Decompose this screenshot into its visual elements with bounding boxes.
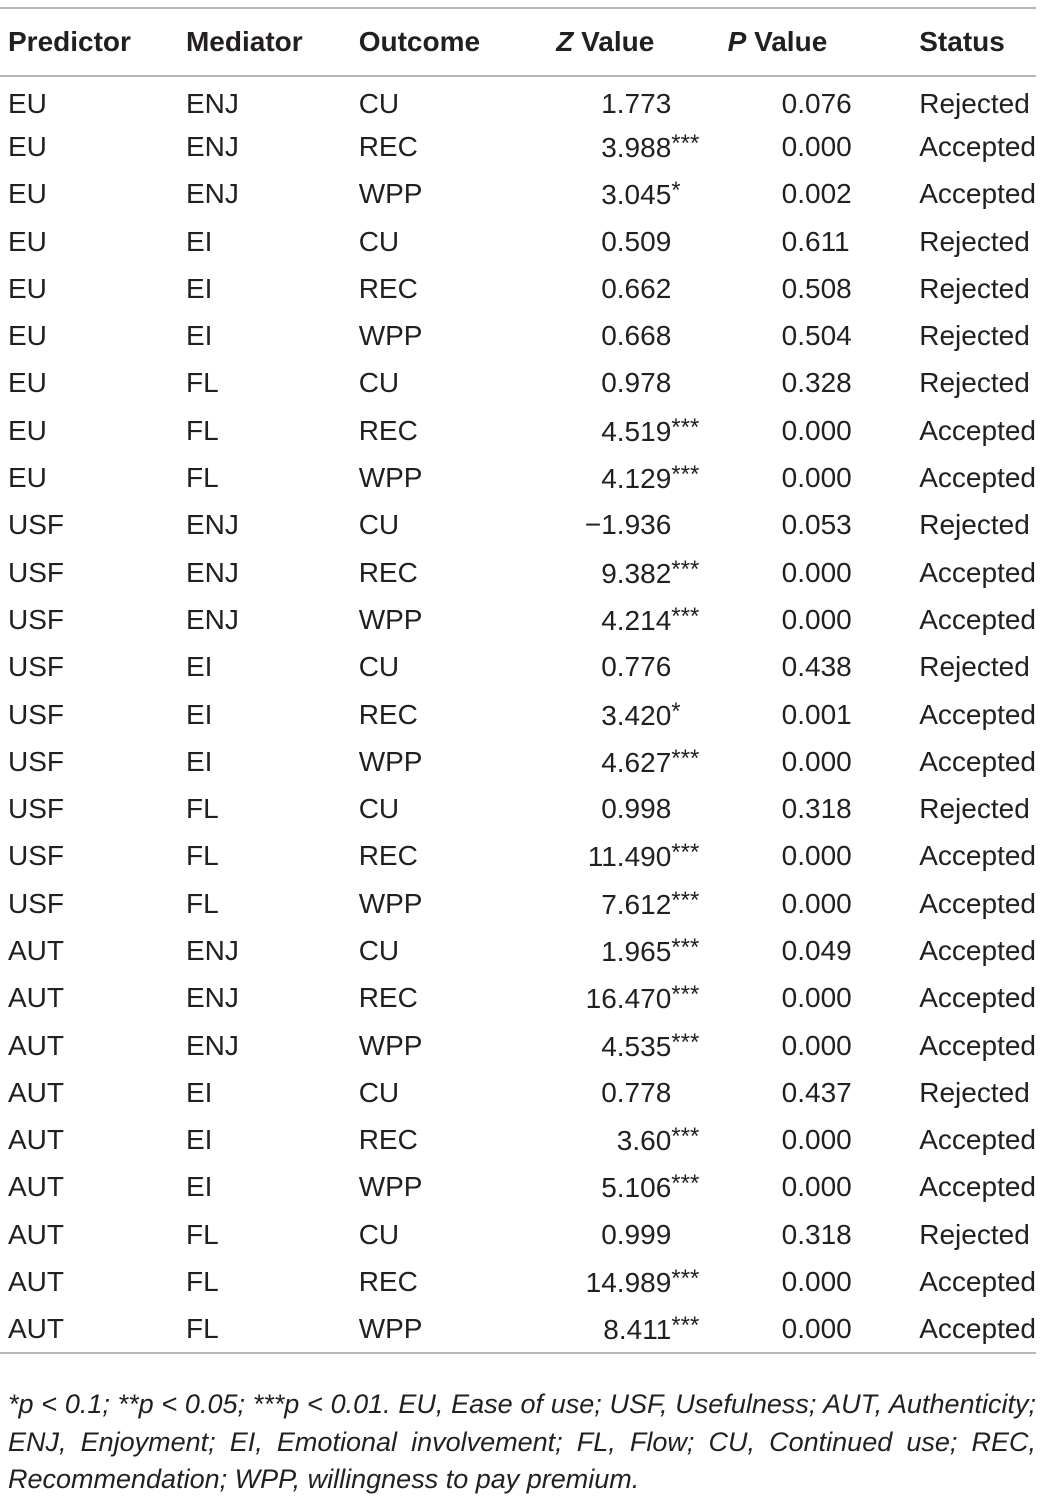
cell-z-value bbox=[518, 927, 727, 974]
cell-status: Accepted bbox=[919, 1124, 1036, 1156]
cell-predictor: EU bbox=[8, 130, 47, 162]
cell-outcome: CU bbox=[358, 509, 400, 541]
cell-predictor: EU bbox=[8, 178, 47, 210]
table-row bbox=[0, 880, 1036, 927]
cell-p-value: 0.508 bbox=[781, 272, 852, 304]
significance-stars: *** bbox=[671, 413, 700, 441]
z-number: 4.519 bbox=[601, 415, 672, 447]
cell-predictor: USF bbox=[8, 745, 64, 777]
cell-predictor: EU bbox=[8, 272, 47, 304]
cell-status: Rejected bbox=[919, 1076, 1030, 1108]
significance-stars: *** bbox=[671, 1170, 700, 1198]
table-row bbox=[0, 549, 1036, 596]
table-row bbox=[0, 123, 1036, 170]
cell-status: Rejected bbox=[919, 509, 1030, 541]
cell-predictor: EU bbox=[8, 414, 47, 446]
cell-p-value: 0.318 bbox=[781, 793, 852, 825]
z-number: 0.998 bbox=[601, 793, 672, 825]
cell-outcome: CU bbox=[358, 934, 400, 966]
cell-z-value bbox=[518, 360, 727, 407]
z-number: 0.662 bbox=[601, 272, 672, 304]
cell-outcome: WPP bbox=[358, 320, 423, 352]
table-row bbox=[0, 312, 1036, 359]
table-row bbox=[0, 360, 1036, 407]
cell-mediator: ENJ bbox=[185, 130, 239, 162]
cell-status: Accepted bbox=[919, 698, 1036, 730]
cell-status: Accepted bbox=[919, 462, 1036, 494]
table-row bbox=[0, 975, 1036, 1022]
cell-mediator: ENJ bbox=[185, 982, 239, 1014]
cell-status: Accepted bbox=[919, 887, 1036, 919]
significance-stars: *** bbox=[671, 555, 700, 583]
z-number: 9.382 bbox=[601, 557, 672, 589]
cell-status: Accepted bbox=[919, 745, 1036, 777]
cell-z-value bbox=[518, 691, 727, 738]
header-row bbox=[0, 8, 1036, 76]
cell-p-value: 0.000 bbox=[781, 462, 852, 494]
cell-outcome: WPP bbox=[358, 745, 423, 777]
cell-mediator: ENJ bbox=[185, 87, 239, 119]
cell-z-value bbox=[518, 76, 727, 123]
cell-predictor: AUT bbox=[8, 982, 64, 1014]
cell-predictor: AUT bbox=[8, 934, 64, 966]
cell-p-value: 0.318 bbox=[781, 1218, 852, 1250]
cell-p-value: 0.437 bbox=[781, 1076, 852, 1108]
cell-mediator: EI bbox=[185, 698, 213, 730]
table-row bbox=[0, 691, 1036, 738]
z-number: 0.509 bbox=[601, 225, 672, 257]
cell-p-value: 0.049 bbox=[781, 934, 852, 966]
cell-mediator: FL bbox=[185, 1312, 219, 1344]
cell-mediator: FL bbox=[185, 414, 219, 446]
cell-predictor: USF bbox=[8, 698, 64, 730]
cell-p-value: 0.611 bbox=[781, 225, 850, 257]
cell-predictor: AUT bbox=[8, 1076, 64, 1108]
cell-mediator: EI bbox=[185, 1076, 213, 1108]
cell-p-value: 0.076 bbox=[781, 87, 852, 119]
cell-outcome: CU bbox=[358, 1076, 400, 1108]
cell-outcome: REC bbox=[358, 272, 418, 304]
cell-p-value: 0.002 bbox=[781, 178, 852, 210]
cell-status: Rejected bbox=[919, 225, 1030, 257]
cell-p-value: 0.000 bbox=[781, 887, 852, 919]
cell-status: Accepted bbox=[919, 1266, 1036, 1298]
cell-p-value: 0.000 bbox=[781, 840, 852, 872]
cell-mediator: EI bbox=[185, 1124, 213, 1156]
cell-z-value bbox=[518, 785, 727, 832]
cell-z-value bbox=[518, 1164, 727, 1211]
cell-p-value: 0.000 bbox=[781, 130, 852, 162]
z-number: 0.776 bbox=[601, 651, 672, 683]
z-number: 4.627 bbox=[601, 746, 672, 778]
cell-outcome: REC bbox=[358, 698, 418, 730]
z-number: 4.535 bbox=[601, 1030, 672, 1062]
table-row bbox=[0, 927, 1036, 974]
cell-p-value: 0.053 bbox=[781, 509, 852, 541]
header-predictor: Predictor bbox=[8, 26, 131, 57]
cell-mediator: ENJ bbox=[185, 1029, 239, 1061]
cell-z-value bbox=[518, 1117, 727, 1164]
cell-mediator: EI bbox=[185, 225, 213, 257]
cell-outcome: CU bbox=[358, 651, 400, 683]
table-row bbox=[0, 596, 1036, 643]
cell-predictor: AUT bbox=[8, 1312, 64, 1344]
cell-mediator: EI bbox=[185, 745, 213, 777]
cell-p-value: 0.000 bbox=[781, 414, 852, 446]
table-row bbox=[0, 1211, 1036, 1258]
cell-outcome: CU bbox=[358, 793, 400, 825]
cell-predictor: USF bbox=[8, 556, 64, 588]
table-row bbox=[0, 1022, 1036, 1069]
cell-outcome: WPP bbox=[358, 1312, 423, 1344]
cell-z-value bbox=[518, 1022, 727, 1069]
z-number: 16.470 bbox=[585, 983, 672, 1015]
table-row bbox=[0, 171, 1036, 218]
table-row bbox=[0, 1306, 1036, 1353]
cell-mediator: EI bbox=[185, 320, 213, 352]
cell-predictor: AUT bbox=[8, 1171, 64, 1203]
table-footnote: *p < 0.1; **p < 0.05; ***p < 0.01. EU, Ease of use; USF, Usefulness; AUT, Authenticity; ENJ, Enjoyment; EI, Emotional involvement; FL, Flow; CU, Continued use; REC, Recommendation; WPP, willingness to pay premium. bbox=[8, 1389, 1036, 1494]
cell-outcome: REC bbox=[358, 130, 418, 162]
cell-z-value bbox=[518, 123, 727, 170]
results-table bbox=[0, 7, 1036, 1354]
header-z-italic: Z bbox=[556, 26, 574, 57]
cell-mediator: ENJ bbox=[185, 178, 239, 210]
table-row bbox=[0, 785, 1036, 832]
cell-outcome: WPP bbox=[358, 178, 423, 210]
cell-status: Rejected bbox=[919, 1218, 1030, 1250]
cell-outcome: WPP bbox=[358, 1171, 423, 1203]
significance-stars: *** bbox=[671, 981, 700, 1009]
z-number: 5.106 bbox=[601, 1172, 672, 1204]
cell-outcome: WPP bbox=[358, 887, 423, 919]
cell-status: Rejected bbox=[919, 367, 1030, 399]
cell-outcome: REC bbox=[358, 982, 418, 1014]
cell-predictor: AUT bbox=[8, 1124, 64, 1156]
cell-z-value bbox=[518, 502, 727, 549]
cell-z-value bbox=[518, 218, 727, 265]
cell-status: Rejected bbox=[919, 320, 1030, 352]
cell-mediator: FL bbox=[185, 1218, 219, 1250]
cell-z-value bbox=[518, 738, 727, 785]
header-outcome: Outcome bbox=[358, 26, 481, 57]
cell-z-value bbox=[518, 833, 727, 880]
cell-p-value: 0.000 bbox=[781, 1266, 852, 1298]
cell-predictor: EU bbox=[8, 87, 47, 119]
cell-status: Accepted bbox=[919, 178, 1036, 210]
z-number: 0.978 bbox=[601, 367, 672, 399]
cell-outcome: REC bbox=[358, 1124, 418, 1156]
cell-status: Accepted bbox=[919, 1029, 1036, 1061]
cell-mediator: ENJ bbox=[185, 934, 239, 966]
significance-stars: *** bbox=[671, 1028, 700, 1056]
table-row bbox=[0, 502, 1036, 549]
header-z-rest: Value bbox=[573, 26, 655, 57]
table-row bbox=[0, 644, 1036, 691]
table-row bbox=[0, 218, 1036, 265]
header-p-italic: P bbox=[727, 26, 747, 57]
table-body bbox=[0, 76, 1036, 1353]
cell-status: Accepted bbox=[919, 934, 1036, 966]
cell-z-value bbox=[518, 265, 727, 312]
cell-z-value bbox=[518, 1211, 727, 1258]
significance-stars: *** bbox=[671, 839, 700, 867]
table-row bbox=[0, 1258, 1036, 1305]
significance-stars: *** bbox=[671, 129, 700, 157]
z-number: 1.965 bbox=[601, 935, 672, 967]
cell-z-value bbox=[518, 407, 727, 454]
cell-p-value: 0.504 bbox=[781, 320, 852, 352]
table-row bbox=[0, 407, 1036, 454]
cell-p-value: 0.000 bbox=[781, 1029, 852, 1061]
significance-stars: *** bbox=[671, 886, 700, 914]
cell-outcome: WPP bbox=[358, 1029, 423, 1061]
cell-status: Rejected bbox=[919, 793, 1030, 825]
cell-z-value bbox=[518, 312, 727, 359]
z-number: 0.999 bbox=[601, 1218, 672, 1250]
cell-predictor: EU bbox=[8, 320, 47, 352]
cell-p-value: 0.000 bbox=[781, 745, 852, 777]
table-row bbox=[0, 265, 1036, 312]
cell-z-value bbox=[518, 454, 727, 501]
cell-p-value: 0.000 bbox=[781, 603, 852, 635]
significance-stars: * bbox=[671, 177, 681, 205]
cell-predictor: AUT bbox=[8, 1218, 64, 1250]
significance-stars: *** bbox=[671, 744, 700, 772]
cell-predictor: EU bbox=[8, 225, 47, 257]
significance-stars: * bbox=[671, 697, 681, 725]
z-number: 3.988 bbox=[601, 131, 672, 163]
z-number: 8.411 bbox=[603, 1313, 672, 1345]
significance-stars: *** bbox=[671, 933, 700, 961]
cell-mediator: EI bbox=[185, 272, 213, 304]
z-number: 4.214 bbox=[601, 604, 672, 636]
z-number: 0.668 bbox=[601, 320, 672, 352]
z-number: 3.045 bbox=[601, 179, 672, 211]
cell-z-value bbox=[518, 880, 727, 927]
cell-status: Accepted bbox=[919, 414, 1036, 446]
header-status: Status bbox=[919, 26, 1005, 57]
header-mediator: Mediator bbox=[185, 26, 303, 57]
cell-outcome: CU bbox=[358, 367, 400, 399]
significance-stars: *** bbox=[671, 602, 700, 630]
cell-status: Rejected bbox=[919, 87, 1030, 119]
table-header bbox=[0, 8, 1036, 76]
cell-mediator: EI bbox=[185, 651, 213, 683]
table-row bbox=[0, 454, 1036, 501]
cell-z-value bbox=[518, 596, 727, 643]
cell-predictor: USF bbox=[8, 651, 64, 683]
cell-mediator: FL bbox=[185, 367, 219, 399]
cell-mediator: EI bbox=[185, 1171, 213, 1203]
cell-predictor: USF bbox=[8, 840, 64, 872]
z-number: 4.129 bbox=[601, 463, 672, 495]
header-p-rest: Value bbox=[746, 26, 828, 57]
cell-p-value: 0.001 bbox=[781, 698, 852, 730]
z-number: 0.778 bbox=[601, 1076, 672, 1108]
table-row bbox=[0, 833, 1036, 880]
cell-mediator: ENJ bbox=[185, 556, 239, 588]
z-number: 3.420 bbox=[601, 699, 672, 731]
cell-z-value bbox=[518, 171, 727, 218]
cell-status: Accepted bbox=[919, 1312, 1036, 1344]
cell-predictor: EU bbox=[8, 367, 47, 399]
z-number: 1.773 bbox=[601, 87, 672, 119]
significance-stars: *** bbox=[671, 1123, 700, 1151]
cell-p-value: 0.438 bbox=[781, 651, 852, 683]
table-row bbox=[0, 1069, 1036, 1116]
cell-outcome: REC bbox=[358, 840, 418, 872]
cell-p-value: 0.000 bbox=[781, 982, 852, 1014]
table-row bbox=[0, 1164, 1036, 1211]
cell-outcome: CU bbox=[358, 225, 400, 257]
cell-predictor: USF bbox=[8, 887, 64, 919]
cell-mediator: ENJ bbox=[185, 603, 239, 635]
cell-status: Accepted bbox=[919, 1171, 1036, 1203]
cell-status: Rejected bbox=[919, 651, 1030, 683]
cell-status: Accepted bbox=[919, 130, 1036, 162]
header-p-value bbox=[728, 8, 920, 76]
cell-mediator: FL bbox=[185, 793, 219, 825]
cell-mediator: FL bbox=[185, 840, 219, 872]
cell-z-value bbox=[518, 644, 727, 691]
cell-p-value: 0.000 bbox=[781, 1171, 852, 1203]
cell-status: Accepted bbox=[919, 982, 1036, 1014]
cell-status: Accepted bbox=[919, 603, 1036, 635]
cell-p-value: 0.000 bbox=[781, 1312, 852, 1344]
cell-predictor: USF bbox=[8, 603, 64, 635]
cell-z-value bbox=[518, 1069, 727, 1116]
z-number: −1.936 bbox=[584, 509, 672, 541]
cell-status: Accepted bbox=[919, 556, 1036, 588]
z-number: 3.60 bbox=[616, 1125, 672, 1157]
table-row bbox=[0, 1117, 1036, 1164]
cell-outcome: CU bbox=[358, 1218, 400, 1250]
significance-stars: *** bbox=[671, 1265, 700, 1293]
cell-z-value bbox=[518, 549, 727, 596]
cell-p-value: 0.000 bbox=[781, 556, 852, 588]
cell-predictor: EU bbox=[8, 462, 47, 494]
cell-z-value bbox=[518, 1306, 727, 1353]
cell-z-value bbox=[518, 1258, 727, 1305]
cell-mediator: FL bbox=[185, 1266, 219, 1298]
z-number: 14.989 bbox=[585, 1267, 672, 1299]
cell-outcome: CU bbox=[358, 87, 400, 119]
cell-mediator: ENJ bbox=[185, 509, 239, 541]
cell-p-value: 0.328 bbox=[781, 367, 852, 399]
cell-predictor: AUT bbox=[8, 1029, 64, 1061]
table-row bbox=[0, 76, 1036, 123]
table-row bbox=[0, 738, 1036, 785]
cell-z-value bbox=[518, 975, 727, 1022]
cell-p-value: 0.000 bbox=[781, 1124, 852, 1156]
cell-predictor: USF bbox=[8, 509, 64, 541]
cell-predictor: USF bbox=[8, 793, 64, 825]
cell-status: Accepted bbox=[919, 840, 1036, 872]
cell-mediator: FL bbox=[185, 887, 219, 919]
cell-outcome: WPP bbox=[358, 462, 423, 494]
cell-outcome: WPP bbox=[358, 603, 423, 635]
z-number: 7.612 bbox=[601, 888, 672, 920]
significance-stars: *** bbox=[671, 1311, 700, 1339]
cell-predictor: AUT bbox=[8, 1266, 64, 1298]
cell-outcome: REC bbox=[358, 1266, 418, 1298]
z-number: 11.490 bbox=[587, 841, 672, 873]
header-z-value bbox=[518, 8, 727, 76]
cell-mediator: FL bbox=[185, 462, 219, 494]
cell-status: Rejected bbox=[919, 272, 1030, 304]
cell-outcome: REC bbox=[358, 556, 418, 588]
cell-outcome: REC bbox=[358, 414, 418, 446]
significance-stars: *** bbox=[671, 461, 700, 489]
